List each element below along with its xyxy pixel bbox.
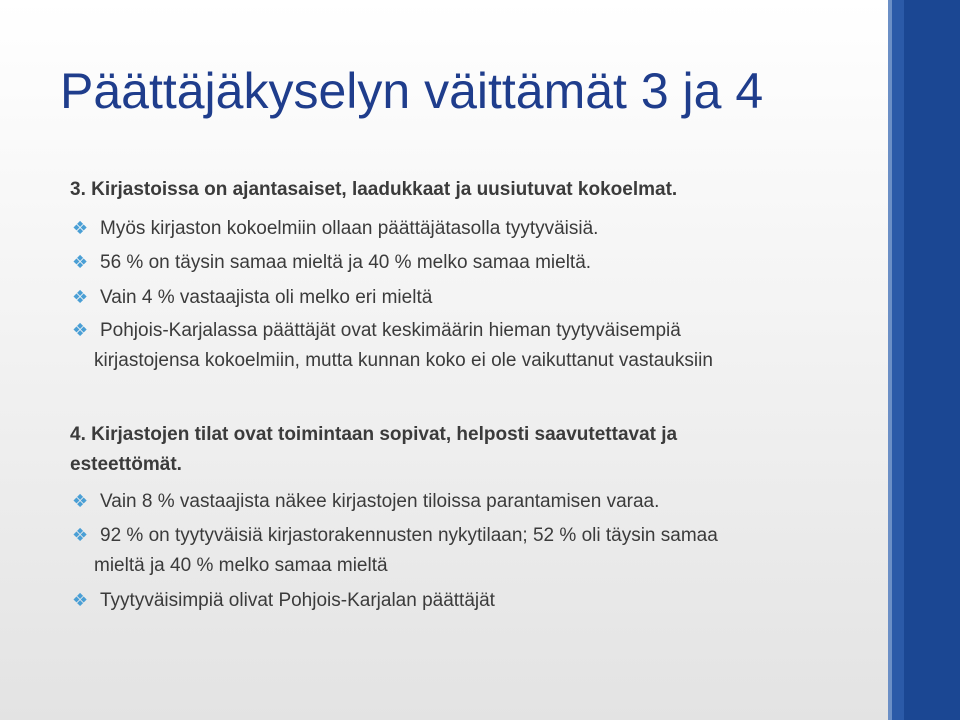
section-4-heading: 4. Kirjastojen tilat ovat toimintaan sopivat, helposti saavutettavat ja [70, 424, 678, 445]
bullet-icon: ❖ [72, 491, 89, 512]
slide-title: Päättäjäkyselyn väittämät 3 ja 4 [60, 63, 764, 119]
bullet-item-continuation: kirjastojensa kokoelmiin, mutta kunnan koko ei ole vaikuttanut vastauksiin [94, 350, 713, 371]
bullet-icon: ❖ [72, 525, 89, 546]
bullet-item-continuation: mieltä ja 40 % melko samaa mieltä [94, 555, 388, 576]
bullet-item: Tyytyväisimpiä olivat Pohjois-Karjalan päättäjät [100, 590, 495, 611]
bullet-item: 92 % on tyytyväisiä kirjastorakennusten nykytilaan; 52 % oli täysin samaa [100, 525, 718, 546]
section-4-heading-continuation: esteettömät. [70, 454, 182, 475]
bullet-item: Myös kirjaston kokoelmiin ollaan päättäjätasolla tyytyväisiä. [100, 218, 599, 239]
bullet-icon: ❖ [72, 320, 89, 341]
bullet-item: Vain 4 % vastaajista oli melko eri mieltä [100, 287, 433, 308]
section-3-heading: 3. Kirjastoissa on ajantasaiset, laadukkaat ja uusiutuvat kokoelmat. [70, 179, 678, 200]
bullet-icon: ❖ [72, 252, 89, 273]
side-accent-bar [888, 0, 960, 720]
bullet-item: 56 % on täysin samaa mieltä ja 40 % melko samaa mieltä. [100, 252, 592, 273]
bullet-icon: ❖ [72, 218, 89, 239]
bullet-icon: ❖ [72, 590, 89, 611]
bullet-item: Vain 8 % vastaajista näkee kirjastojen tiloissa parantamisen varaa. [100, 491, 660, 512]
bullet-item: Pohjois-Karjalassa päättäjät ovat keskimäärin hieman tyytyväisempiä [100, 320, 681, 341]
bullet-icon: ❖ [72, 287, 89, 308]
